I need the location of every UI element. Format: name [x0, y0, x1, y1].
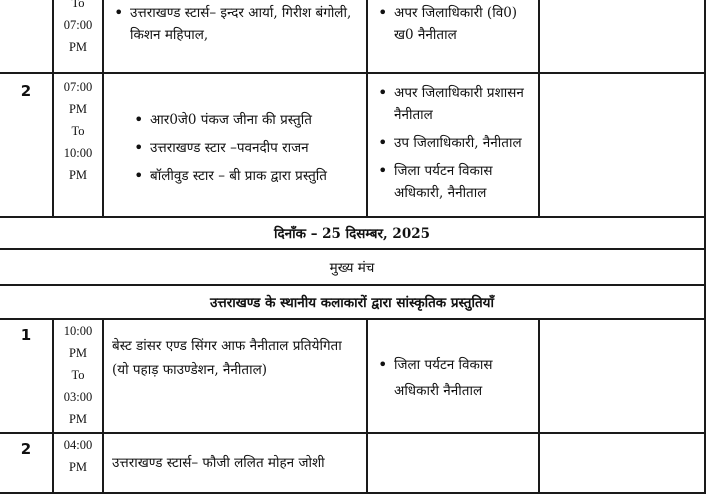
officials-cell — [367, 319, 539, 433]
time-line: 07:00 — [63, 18, 93, 32]
program-item: • उत्तराखण्ड स्टार –पवनदीप राजन — [124, 134, 366, 162]
time-line: 07:00 — [63, 80, 93, 94]
row-number-text: 2 — [20, 82, 32, 100]
officials-cell — [367, 73, 539, 217]
remarks-cell — [539, 433, 705, 493]
row-number-text: 1 — [20, 326, 32, 344]
date-row — [0, 217, 705, 249]
official-item: • उप जिलाधिकारी, नैनीताल — [368, 132, 538, 154]
time-cell — [53, 73, 103, 217]
time-line: 10:00 — [63, 324, 93, 338]
program-item: • आर0जे0 पंकज जीना की प्रस्तुति — [124, 106, 366, 134]
program-cell — [103, 433, 367, 493]
row-number — [0, 73, 53, 217]
row-number-text: 2 — [20, 440, 32, 458]
program-cell — [103, 319, 367, 433]
officials-cell — [367, 0, 539, 73]
schedule-row — [0, 0, 705, 73]
row-number — [0, 319, 53, 433]
time-line: PM — [68, 168, 88, 182]
official-item: • अपर जिलाधिकारी (वि0) ख0 नैनीताल — [368, 2, 538, 46]
official-item: • अपर जिलाधिकारी प्रशासन नैनीताल — [368, 82, 538, 126]
time-cell — [53, 433, 103, 493]
time-cell — [53, 0, 103, 73]
program-cell — [103, 73, 367, 217]
official-item: • जिला पर्यटन विकास अधिकारी, नैनीताल — [368, 160, 538, 204]
remarks-cell — [539, 0, 705, 73]
remarks-cell — [539, 319, 705, 433]
row-number — [0, 433, 53, 493]
time-line: PM — [68, 346, 88, 360]
time-line: 04:00 — [63, 438, 93, 452]
officials-cell — [367, 433, 539, 493]
official-item: • जिला पर्यटन विकास अधिकारी नैनीताल — [368, 352, 538, 404]
date-heading: दिनाँक – 25 दिसम्बर, 2025 — [0, 217, 705, 249]
time-line: PM — [68, 40, 88, 54]
program-item: उत्तराखण्ड स्टार्स– फौजी ललित मोहन जोशी — [112, 455, 325, 471]
time-line: PM — [68, 412, 88, 426]
time-line: PM — [68, 460, 88, 474]
time-line: To — [71, 0, 85, 10]
section-heading: उत्तराखण्ड के स्थानीय कलाकारों द्वारा सांस्कृतिक प्रस्तुतियाँ — [0, 285, 705, 319]
section-row — [0, 285, 705, 319]
time-cell — [53, 319, 103, 433]
stage-row — [0, 249, 705, 285]
program-item: • उत्तराखण्ड स्टार्स– इन्दर आर्या, गिरीश बंगोली, किशन महिपाल, — [104, 2, 366, 46]
time-line: To — [71, 368, 85, 382]
time-line: PM — [68, 102, 88, 116]
time-line: To — [71, 124, 85, 138]
schedule-row — [0, 73, 705, 217]
row-number — [0, 0, 53, 73]
program-item: • बॉलीवुड स्टार – बी प्राक द्वारा प्रस्तुति — [124, 162, 366, 190]
time-line: 03:00 — [63, 390, 93, 404]
schedule-row — [0, 433, 705, 493]
program-text: बेस्ट डांसर एण्ड सिंगर आफ नैनीताल प्रतियेगिता (यो पहाड़ फाउण्डेशन, नैनीताल) — [112, 338, 342, 378]
stage-heading: मुख्य मंच — [0, 249, 705, 285]
remarks-cell — [539, 73, 705, 217]
time-line: 10:00 — [63, 146, 93, 160]
schedule-row — [0, 319, 705, 433]
program-cell — [103, 0, 367, 73]
